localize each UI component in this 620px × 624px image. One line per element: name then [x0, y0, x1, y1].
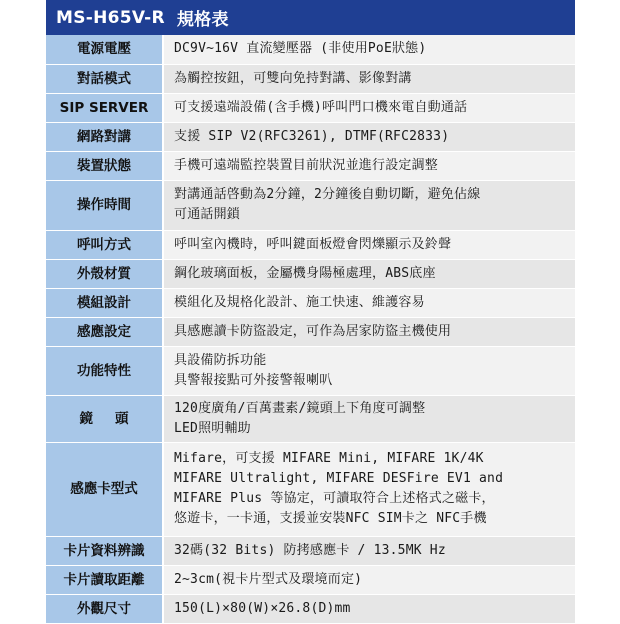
spec-value: 手機可遠端監控裝置目前狀況並進行設定調整 [163, 151, 575, 180]
spec-row [46, 151, 575, 180]
spec-row [46, 230, 575, 259]
spec-value: 為觸控按鈕，可雙向免持對講、影像對講 [163, 64, 575, 93]
sheet-title: 規格表 [176, 10, 229, 30]
spec-row [46, 122, 575, 151]
spec-row [46, 565, 575, 594]
spec-label: 操作時間 [46, 180, 163, 230]
model-number: MS-H65V-R [56, 7, 165, 28]
title-bar [46, 0, 575, 35]
spec-value: 鋼化玻璃面板，金屬機身陽極處理，ABS底座 [163, 259, 575, 288]
spec-label: 呼叫方式 [46, 230, 163, 259]
spec-row [46, 317, 575, 346]
spec-label: 鏡頭 [46, 395, 163, 442]
spec-row [46, 536, 575, 565]
spec-row [46, 594, 575, 623]
spec-value: 模組化及規格化設計、施工快速、維護容易 [163, 288, 575, 317]
spec-value: DC9V~16V 直流變壓器 (非使用PoE狀態) [163, 35, 575, 64]
spec-row [46, 180, 575, 230]
spec-label: SIP SERVER [46, 93, 163, 122]
spec-sheet [46, 0, 575, 620]
spec-row [46, 93, 575, 122]
spec-table [46, 35, 575, 624]
spec-row [46, 64, 575, 93]
spec-value: 支援 SIP V2(RFC3261), DTMF(RFC2833) [163, 122, 575, 151]
spec-row [46, 35, 575, 64]
spec-value: 對講通話啓動為2分鐘，2分鐘後自動切斷，避免佔線 可通話開鎖 [163, 180, 575, 230]
spec-label: 裝置狀態 [46, 151, 163, 180]
spec-row [46, 288, 575, 317]
spec-label: 電源電壓 [46, 35, 163, 64]
spec-label: 對話模式 [46, 64, 163, 93]
spec-label: 外觀尺寸 [46, 594, 163, 623]
spec-value: 150(L)×80(W)×26.8(D)mm [163, 594, 575, 623]
spec-row [46, 259, 575, 288]
spec-value: 具感應讀卡防盜設定，可作為居家防盜主機使用 [163, 317, 575, 346]
spec-row [46, 346, 575, 395]
spec-label: 外殼材質 [46, 259, 163, 288]
spec-value: 呼叫室內機時，呼叫鍵面板燈會閃爍顯示及鈴聲 [163, 230, 575, 259]
spec-value: 可支援遠端設備(含手機)呼叫門口機來電自動通話 [163, 93, 575, 122]
spec-label: 功能特性 [46, 346, 163, 395]
spec-value: 具設備防拆功能 具警報接點可外接警報喇叭 [163, 346, 575, 395]
spec-label: 模組設計 [46, 288, 163, 317]
spec-label: 感應設定 [46, 317, 163, 346]
spec-label: 卡片讀取距離 [46, 565, 163, 594]
spec-value: 2~3cm(視卡片型式及環境而定) [163, 565, 575, 594]
spec-label: 卡片資料辨識 [46, 536, 163, 565]
spec-label: 感應卡型式 [46, 442, 163, 536]
spec-value: 120度廣角/百萬畫素/鏡頭上下角度可調整 LED照明輔助 [163, 395, 575, 442]
spec-value: Mifare，可支援 MIFARE Mini, MIFARE 1K/4K MIFARE Ultralight, MIFARE DESFire EV1 and MIFARE Plus 等協定，可讀取符合上述格式之磁卡， 悠遊卡，一卡通，支援並安裝NFC SIM卡之 NFC手機 [163, 442, 575, 536]
spec-label: 網路對講 [46, 122, 163, 151]
spec-row [46, 442, 575, 536]
spec-row [46, 395, 575, 442]
spec-value: 32碼(32 Bits) 防拷感應卡 / 13.5MK Hz [163, 536, 575, 565]
